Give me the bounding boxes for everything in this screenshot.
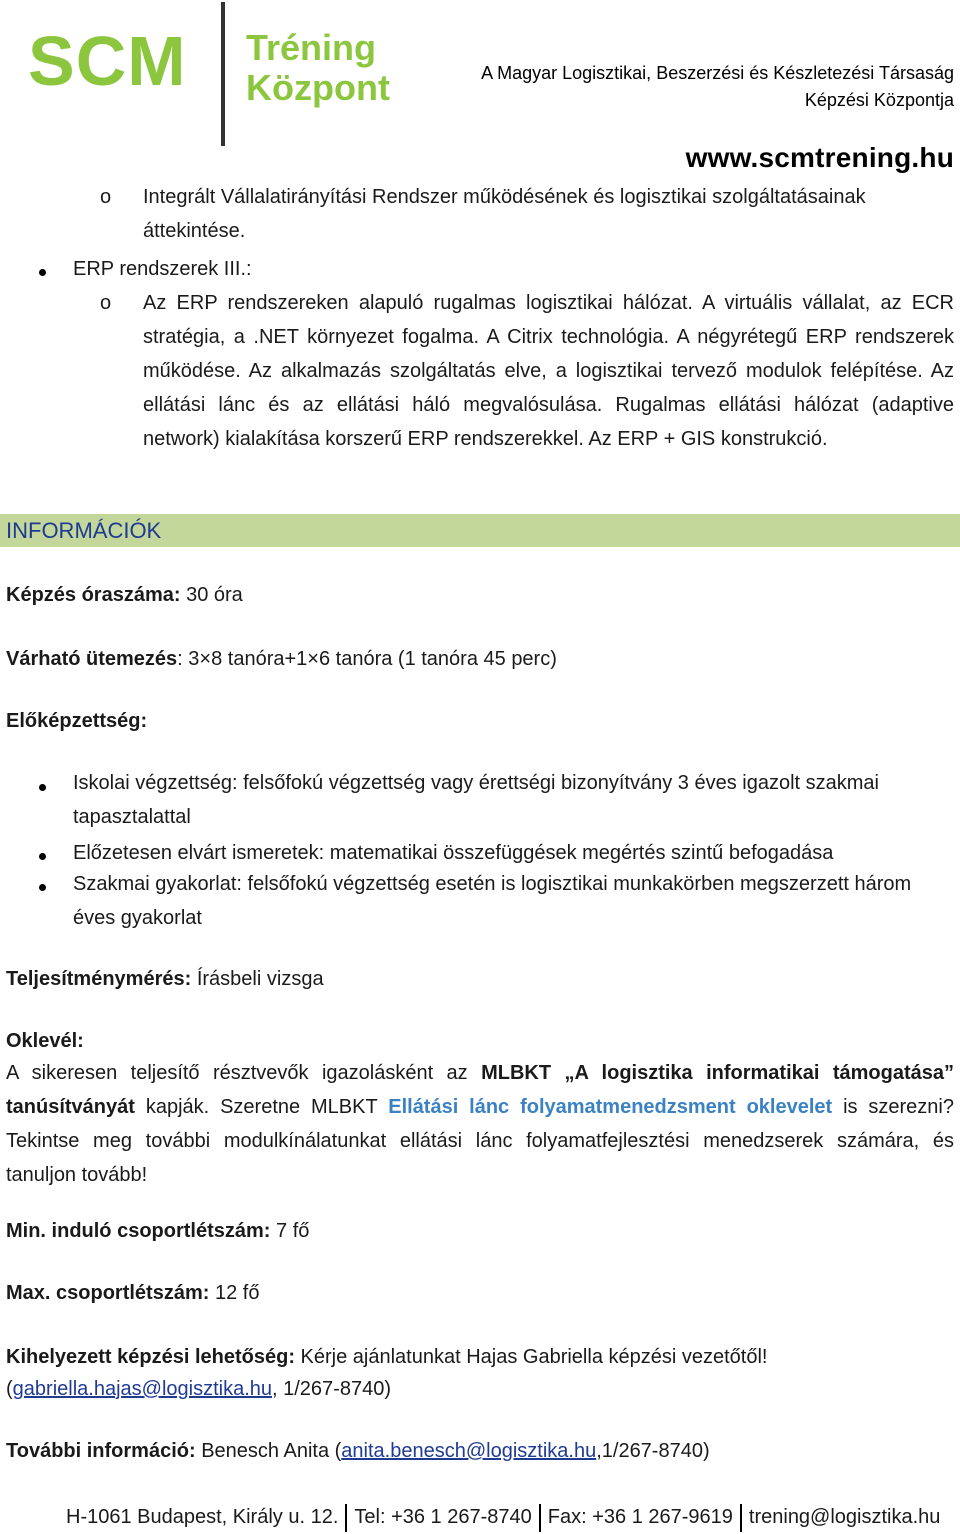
diploma-text-1: A sikeresen teljesítő résztvevők igazolásként az	[6, 1062, 468, 1084]
more-info-email-link[interactable]: anita.benesch@logisztika.hu	[341, 1440, 597, 1462]
list-item-erp-overview: Integrált Vállalatirányítási Rendszer működésének és logisztikai szolgáltatásainak áttekintése.	[143, 186, 866, 242]
schedule-line	[6, 642, 954, 676]
list-item-erp-3: ERP rendszerek III.:	[73, 258, 252, 280]
assessment-line	[6, 962, 954, 996]
bullet-dot	[39, 884, 46, 891]
footer-divider	[539, 1504, 541, 1532]
footer-fax: Fax: +36 1 267-9619	[547, 1506, 733, 1528]
logo-subtitle	[246, 28, 390, 108]
bullet-dot	[39, 269, 46, 276]
footer-divider	[345, 1504, 347, 1532]
diploma-certificate-name: MLBKT „A logisztika informatikai támogatása” tanúsítványát	[6, 1062, 954, 1118]
logo-scm-text: SCM	[28, 22, 187, 100]
onsite-paren: (	[6, 1378, 13, 1400]
logo-subtitle-line1: Tréning	[246, 27, 377, 68]
diploma-text-3: is szerezni? Tekintse meg további modulkínálatunkat ellátási lánc folyamatfejlesztési menedzserek számára, és tanuljon tovább!	[6, 1096, 954, 1186]
footer-divider	[740, 1504, 742, 1532]
more-info-name: Benesch Anita (	[201, 1440, 342, 1462]
list-item-erp-network: Az ERP rendszereken alapuló rugalmas logisztikai hálózat. A virtuális vállalat, az ECR stratégia, a .NET környezet fogalma. A Citrix technológia. A négyrétegű ERP rendszerek működése. Az alkalmazás szolgáltatás elve, a logisztikai tervező modulok felépítése. Az ellátási lánc és az ellátási háló megvalósulása. Rugalmas ellátási hálózat (adaptive network) kialakítása korszerű ERP rendszerekkel. Az ERP + GIS konstrukció.	[143, 292, 954, 450]
onsite-contact-line	[6, 1372, 954, 1406]
prereq-item-education: Iskolai végzettség: felsőfokú végzettség vagy érettségi bizonyítvány 3 éves igazolt szakmai tapasztalattal	[73, 772, 879, 828]
hours-value: 30 óra	[186, 584, 243, 606]
prereq-heading: Előképzettség:	[6, 710, 148, 732]
sub-bullet-marker: o	[100, 186, 112, 208]
footer-tel: Tel: +36 1 267-8740	[354, 1506, 532, 1528]
logo-divider	[221, 2, 225, 146]
more-info-label: További információ:	[6, 1440, 196, 1462]
info-title: INFORMÁCIÓK	[6, 518, 162, 543]
max-group-value: 12 fő	[214, 1282, 260, 1304]
bullet-dot	[39, 853, 46, 860]
onsite-phone: , 1/267-8740)	[272, 1378, 391, 1400]
org-line2: Képzési Központja	[804, 90, 954, 110]
hours-label: Képzés óraszáma:	[6, 584, 181, 606]
hours-line	[6, 578, 954, 612]
schedule-value: : 3×8 tanóra+1×6 tanóra (1 tanóra 45 perc)	[177, 648, 557, 670]
min-group-label: Min. induló csoportlétszám:	[6, 1220, 271, 1242]
diploma-paragraph	[6, 1056, 954, 1192]
onsite-training-line	[6, 1340, 954, 1374]
footer-address: H-1061 Budapest, Király u. 12.	[66, 1506, 339, 1528]
max-group-line	[6, 1276, 954, 1310]
onsite-email-link[interactable]: gabriella.hajas@logisztika.hu	[12, 1378, 273, 1400]
diploma-program-link[interactable]: Ellátási lánc folyamatmenedzsment oklevelet	[388, 1096, 833, 1118]
bullet-dot	[39, 784, 46, 791]
sub-bullet-marker: o	[100, 292, 112, 314]
organization-name	[481, 60, 954, 114]
prereq-item-knowledge: Előzetesen elvárt ismeretek: matematikai összefüggések megértés szintű befogadása	[73, 842, 834, 864]
min-group-line	[6, 1214, 954, 1248]
logo-subtitle-line2: Központ	[246, 67, 390, 108]
diploma-text-2: kapják. Szeretne MLBKT	[145, 1096, 378, 1118]
max-group-label: Max. csoportlétszám:	[6, 1282, 210, 1304]
assessment-label: Teljesítménymérés:	[6, 968, 192, 990]
onsite-label: Kihelyezett képzési lehetőség:	[6, 1346, 295, 1368]
website-link[interactable]: www.scmtrening.hu	[685, 142, 954, 173]
assessment-value: Írásbeli vizsga	[196, 968, 324, 990]
more-info-line	[6, 1434, 954, 1468]
onsite-value: Kérje ajánlatunkat Hajas Gabriella képzési vezetőtől!	[300, 1346, 768, 1368]
prereq-item-experience: Szakmai gyakorlat: felsőfokú végzettség esetén is logisztikai munkakörben megszerzett három éves gyakorlat	[73, 873, 912, 929]
diploma-heading: Oklevél:	[6, 1030, 84, 1052]
more-info-phone: ,1/267-8740)	[596, 1440, 710, 1462]
info-section-header	[0, 514, 960, 547]
footer	[0, 1502, 960, 1532]
min-group-value: 7 fő	[276, 1220, 310, 1242]
schedule-label: Várható ütemezés	[6, 648, 178, 670]
footer-email[interactable]: trening@logisztika.hu	[748, 1506, 941, 1528]
org-line1: A Magyar Logisztikai, Beszerzési és Készletezési Társaság	[481, 63, 954, 83]
